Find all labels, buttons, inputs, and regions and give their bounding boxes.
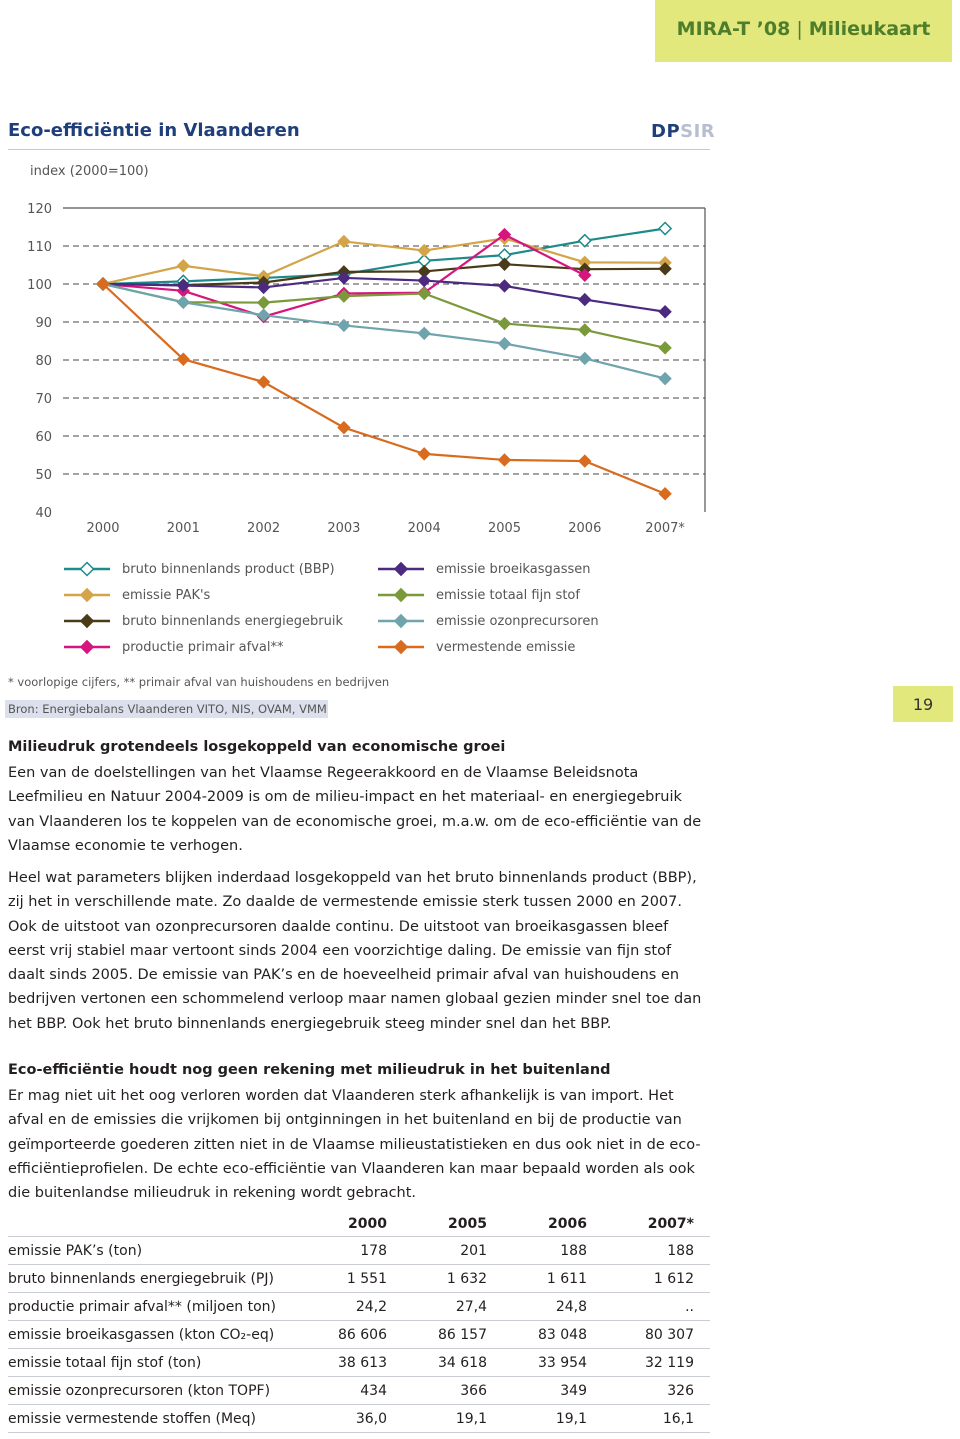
data-point (659, 342, 671, 354)
x-tick-label: 2005 (487, 521, 522, 536)
dpsir-label (651, 121, 715, 142)
y-tick-label: 50 (35, 468, 52, 483)
legend-marker (395, 641, 408, 654)
table-cell: 434 (298, 1377, 403, 1405)
eco-efficiency-chart (0, 180, 720, 550)
table-cell: 326 (603, 1377, 710, 1405)
data-point (177, 296, 189, 308)
table-cell: 86 157 (403, 1321, 503, 1349)
dpsir-dp: DP (651, 121, 681, 142)
y-tick-label: 70 (35, 392, 52, 407)
y-tick-label: 110 (27, 240, 52, 255)
table-cell: 19,1 (403, 1405, 503, 1433)
data-point (499, 318, 511, 330)
data-point (338, 422, 350, 434)
legend-item (378, 636, 575, 658)
data-point (338, 319, 350, 331)
data-point (659, 223, 671, 235)
table-cell: 32 119 (603, 1349, 710, 1377)
table-row (8, 1265, 710, 1293)
row-label: emissie PAK’s (ton) (8, 1237, 298, 1265)
emissions-table (8, 1212, 710, 1433)
dpsir-sir: SIR (680, 121, 716, 142)
legend-label: vermestende emissie (436, 639, 576, 655)
table-cell: 38 613 (298, 1349, 403, 1377)
header-separator: | (796, 18, 803, 40)
table-header-row (8, 1212, 710, 1237)
table-cell: 24,8 (503, 1293, 603, 1321)
data-point (418, 275, 430, 287)
table-cell: 1 611 (503, 1265, 603, 1293)
legend-swatch (378, 587, 424, 603)
data-point (579, 324, 591, 336)
chart-footnote: * voorlopige cijfers, ** primair afval van huishoudens en bedrijven (8, 675, 390, 689)
table-cell: .. (603, 1293, 710, 1321)
header-text (655, 18, 952, 40)
table-row (8, 1237, 710, 1265)
table-row (8, 1405, 710, 1433)
section2-heading: Eco-efficiëntie houdt nog geen rekening met milieudruk in het buitenland (8, 1062, 611, 1078)
data-point (579, 294, 591, 306)
legend-label: emissie totaal fijn stof (436, 587, 580, 603)
chart-source: Bron: Energiebalans Vlaanderen VITO, NIS, OVAM, VMM (5, 700, 328, 718)
row-label: productie primair afval** (miljoen ton) (8, 1293, 298, 1321)
x-tick-label: 2002 (247, 521, 281, 536)
legend-item (64, 584, 210, 606)
table-header-cell (8, 1212, 298, 1237)
data-point (499, 454, 511, 466)
data-point (177, 260, 189, 272)
legend-marker (395, 563, 408, 576)
table-cell: 80 307 (603, 1321, 710, 1349)
data-point (258, 376, 270, 388)
y-tick-label: 100 (27, 278, 52, 293)
row-label: emissie ozonprecursoren (kton TOPF) (8, 1377, 298, 1405)
legend-item (64, 558, 335, 580)
data-point (579, 352, 591, 364)
data-point (258, 309, 270, 321)
header-section: Milieukaart (808, 18, 931, 40)
legend-marker (81, 563, 94, 576)
legend-label: emissie broeikasgassen (436, 561, 591, 577)
data-point (579, 455, 591, 467)
legend-marker (81, 589, 94, 602)
table-cell: 34 618 (403, 1349, 503, 1377)
row-label: emissie broeikasgassen (kton CO₂-eq) (8, 1321, 298, 1349)
x-tick-label: 2000 (86, 521, 120, 536)
legend-swatch (378, 613, 424, 629)
table-cell: 33 954 (503, 1349, 603, 1377)
table-cell: 36,0 (298, 1405, 403, 1433)
data-point (499, 338, 511, 350)
table-row (8, 1349, 710, 1377)
legend-marker (81, 641, 94, 654)
table-cell: 1 612 (603, 1265, 710, 1293)
table-cell: 1 551 (298, 1265, 403, 1293)
table-row (8, 1377, 710, 1405)
legend-label: productie primair afval** (122, 639, 284, 655)
data-point (499, 280, 511, 292)
table-row (8, 1293, 710, 1321)
legend-swatch (64, 587, 110, 603)
x-tick-label: 2003 (327, 521, 361, 536)
legend-label: emissie ozonprecursoren (436, 613, 599, 629)
legend-label: bruto binnenlands energiegebruik (122, 613, 344, 629)
y-axis-label: index (2000=100) (30, 164, 149, 179)
table-header-cell: 2007* (647, 1216, 694, 1232)
table-cell: 1 632 (403, 1265, 503, 1293)
y-tick-label: 80 (35, 354, 52, 369)
data-point (499, 258, 511, 270)
legend-swatch (64, 613, 110, 629)
table-cell: 349 (503, 1377, 603, 1405)
section1-heading: Milieudruk grotendeels losgekoppeld van economische groei (8, 739, 506, 755)
section1-paragraph-2: Heel wat parameters blijken inderdaad losgekoppeld van het bruto binnenlands product (BBP), zij het in verschillende mate. Zo daalde de vermestende emissie sterk tussen 2000 en 2007. Ook de uitstoot van ozonprecursoren daalde continu. De uitstoot van broeikasgassen bleef eerst vrij stabiel maar vertoont sinds 2004 een voorzichtige daling. De emissie van fijn stof daalt sinds 2005. De emissie van PAK’s en de hoeveelheid primair afval van huishoudens en bedrijven vertonen een schommelend verloop maar namen globaal gezien minder snel toe dan het BBP. Ook het bruto binnenlands energiegebruik steeg minder snel dan het BBP. (8, 870, 702, 1032)
header-brand: MIRA-T ’08 (676, 18, 791, 40)
legend-marker (395, 589, 408, 602)
legend-swatch (378, 639, 424, 655)
legend-marker (81, 615, 94, 628)
table-cell: 178 (298, 1237, 403, 1265)
y-tick-label: 60 (35, 430, 52, 445)
data-point (418, 327, 430, 339)
legend-item (64, 636, 283, 658)
x-tick-label: 2004 (407, 521, 441, 536)
table-header-cell: 2005 (448, 1216, 487, 1232)
table-cell: 366 (403, 1377, 503, 1405)
table-header-cell: 2006 (548, 1216, 587, 1232)
y-tick-label: 120 (27, 202, 52, 217)
data-point (659, 306, 671, 318)
row-label: emissie totaal fijn stof (ton) (8, 1349, 298, 1377)
section1-paragraph-1: Een van de doelstellingen van het Vlaamse Regeerakkoord en de Vlaamse Beleidsnota Leefmilieu en Natuur 2004-2009 is om de milieu-impact en het materiaal- en energiegebruik van Vlaanderen los te koppelen van de economische groei, m.a.w. om de eco-efficiëntie van de Vlaamse economie te verhogen. (8, 765, 702, 854)
page-title: Eco-efficiëntie in Vlaanderen (8, 120, 300, 141)
x-tick-label: 2007* (645, 521, 685, 536)
legend-item (378, 558, 590, 580)
legend-label: bruto binnenlands product (BBP) (122, 561, 335, 577)
data-point (258, 297, 270, 309)
legend-swatch (64, 639, 110, 655)
data-point (659, 373, 671, 385)
row-label: bruto binnenlands energiegebruik (PJ) (8, 1265, 298, 1293)
y-tick-label: 40 (35, 506, 52, 521)
table-cell: 188 (603, 1237, 710, 1265)
legend-item (378, 610, 599, 632)
legend-marker (395, 615, 408, 628)
table-cell: 27,4 (403, 1293, 503, 1321)
table-cell: 24,2 (298, 1293, 403, 1321)
title-divider (8, 149, 710, 150)
table-row (8, 1321, 710, 1349)
data-point (659, 488, 671, 500)
legend-label: emissie PAK's (122, 587, 211, 603)
table-cell: 83 048 (503, 1321, 603, 1349)
x-tick-label: 2006 (568, 521, 602, 536)
row-label: emissie vermestende stoffen (Meq) (8, 1405, 298, 1433)
table-cell: 16,1 (603, 1405, 710, 1433)
legend-item (64, 610, 343, 632)
legend-swatch (64, 561, 110, 577)
legend-swatch (378, 561, 424, 577)
y-tick-label: 90 (35, 316, 52, 331)
table-cell: 188 (503, 1237, 603, 1265)
table-cell: 19,1 (503, 1405, 603, 1433)
header-banner (655, 0, 952, 62)
table-cell: 86 606 (298, 1321, 403, 1349)
legend-item (378, 584, 580, 606)
chart-legend (0, 558, 720, 668)
section2-paragraph-1: Er mag niet uit het oog verloren worden dat Vlaanderen sterk afhankelijk is van import. Het afval en de emissies die vrijkomen bij ontginningen in het buitenland en bij de productie van geïmporteerde goederen zitten niet in de Vlaamse milieustatistieken en dus ook niet in de eco-efficiëntieprofielen. De echte eco-efficiëntie van Vlaanderen kan maar bepaald worden als ook die buitenlandse milieudruk in rekening wordt gebracht. (8, 1088, 701, 1202)
data-point (418, 448, 430, 460)
table-cell: 201 (403, 1237, 503, 1265)
table-header-cell: 2000 (348, 1216, 387, 1232)
page-number: 19 (893, 686, 953, 722)
data-point (579, 235, 591, 247)
x-tick-label: 2001 (166, 521, 200, 536)
